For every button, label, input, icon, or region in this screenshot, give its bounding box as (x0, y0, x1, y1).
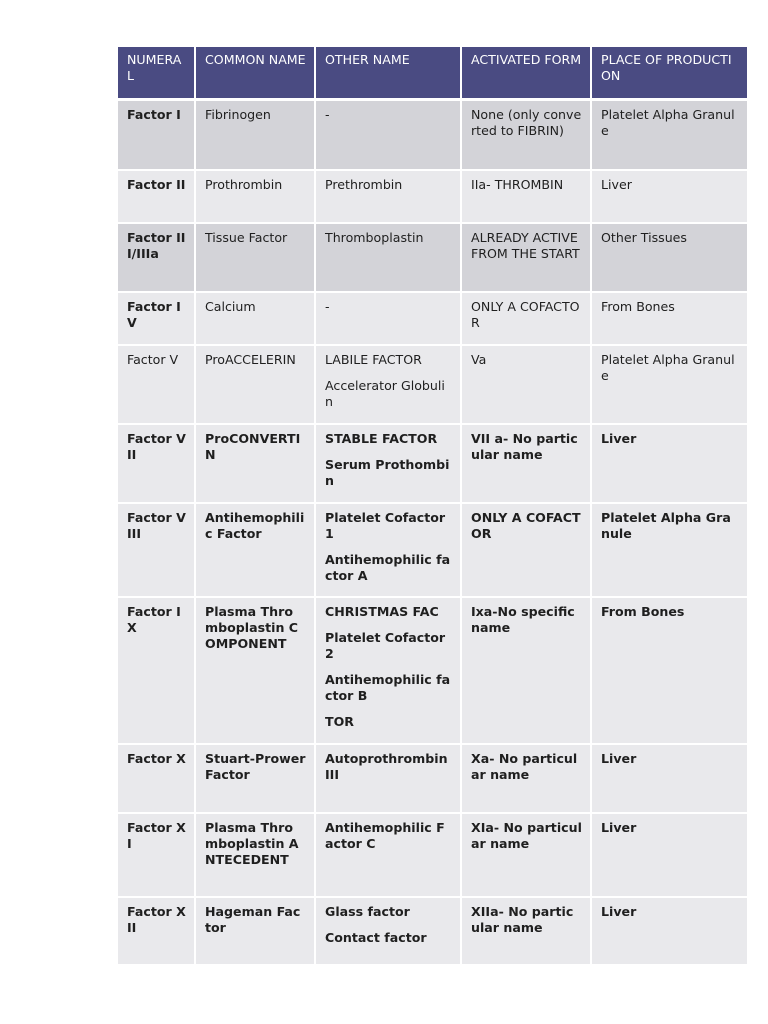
activated-form-cell: ONLY A COFACTOR (462, 504, 592, 598)
common-name-cell: Antihemophilic Factor (196, 504, 316, 598)
table-row (118, 814, 747, 898)
place-cell: From Bones (592, 293, 747, 346)
common-name-cell: Prothrombin (196, 171, 316, 224)
header-numeral: NUMERAL (118, 47, 196, 101)
numeral-cell: Factor IX (118, 598, 196, 745)
other-name-line: - (325, 299, 330, 314)
other-name-line: Antihemophilic factor B (325, 672, 451, 703)
other-name-line: Platelet Cofactor 2 (325, 630, 446, 661)
table-row (118, 346, 747, 425)
place-cell: Other Tissues (592, 224, 747, 293)
table-row (118, 598, 747, 745)
place-cell: Liver (592, 898, 747, 966)
other-name-line: Serum Prothombin (325, 457, 450, 488)
activated-form-cell: VII a- No particular name (462, 425, 592, 504)
table-row (118, 224, 747, 293)
other-name-cell (316, 814, 462, 898)
other-name-line: Glass factor (325, 904, 410, 919)
other-name-line: TOR (325, 714, 354, 729)
other-name-line: Accelerator Globulin (325, 378, 445, 409)
activated-form-cell: ONLY A COFACTOR (462, 293, 592, 346)
other-name-cell (316, 171, 462, 224)
other-name-cell (316, 224, 462, 293)
common-name-cell: ProCONVERTIN (196, 425, 316, 504)
activated-form-cell: None (only converted to FIBRIN) (462, 101, 592, 171)
table-row (118, 425, 747, 504)
activated-form-cell: ALREADY ACTIVE FROM THE START (462, 224, 592, 293)
table-row (118, 101, 747, 171)
common-name-cell: Tissue Factor (196, 224, 316, 293)
place-cell: Platelet Alpha Granule (592, 101, 747, 171)
table-row (118, 745, 747, 814)
common-name-cell: Plasma Thromboplastin ANTECEDENT (196, 814, 316, 898)
table-row (118, 293, 747, 346)
table-row (118, 898, 747, 966)
other-name-cell (316, 504, 462, 598)
activated-form-cell: Xa- No particular name (462, 745, 592, 814)
place-cell: Platelet Alpha Granule (592, 346, 747, 425)
common-name-cell: Hageman Factor (196, 898, 316, 966)
activated-form-cell: Va (462, 346, 592, 425)
header-common-name: COMMON NAME (196, 47, 316, 101)
numeral-cell: Factor V (118, 346, 196, 425)
activated-form-cell: IIa- THROMBIN (462, 171, 592, 224)
coagulation-factors-table (118, 47, 747, 966)
activated-form-cell: XIIa- No particular name (462, 898, 592, 966)
other-name-line: Contact factor (325, 930, 427, 945)
header-row (118, 47, 747, 101)
common-name-cell: ProACCELERIN (196, 346, 316, 425)
numeral-cell: Factor XI (118, 814, 196, 898)
other-name-line: Thromboplastin (325, 230, 424, 245)
other-name-line: CHRISTMAS FAC (325, 604, 439, 619)
numeral-cell: Factor VII (118, 425, 196, 504)
numeral-cell: Factor III/IIIa (118, 224, 196, 293)
place-cell: Liver (592, 425, 747, 504)
table-row (118, 504, 747, 598)
activated-form-cell: Ixa-No specific name (462, 598, 592, 745)
numeral-cell: Factor XII (118, 898, 196, 966)
other-name-line: Platelet Cofactor 1 (325, 510, 446, 541)
other-name-cell (316, 101, 462, 171)
numeral-cell: Factor VIII (118, 504, 196, 598)
place-cell: Liver (592, 171, 747, 224)
other-name-cell (316, 293, 462, 346)
other-name-cell (316, 898, 462, 966)
common-name-cell: Plasma Thromboplastin COMPONENT (196, 598, 316, 745)
other-name-line: LABILE FACTOR (325, 352, 422, 367)
common-name-cell: Stuart-Prower Factor (196, 745, 316, 814)
header-other-name: OTHER NAME (316, 47, 462, 101)
place-cell: From Bones (592, 598, 747, 745)
place-cell: Liver (592, 814, 747, 898)
numeral-cell: Factor IV (118, 293, 196, 346)
numeral-cell: Factor X (118, 745, 196, 814)
numeral-cell: Factor I (118, 101, 196, 171)
other-name-line: Autoprothrombin III (325, 751, 448, 782)
other-name-cell (316, 425, 462, 504)
table-row (118, 171, 747, 224)
other-name-line: Antihemophilic Factor C (325, 820, 445, 851)
other-name-cell (316, 598, 462, 745)
other-name-cell (316, 745, 462, 814)
common-name-cell: Calcium (196, 293, 316, 346)
activated-form-cell: XIa- No particular name (462, 814, 592, 898)
common-name-cell: Fibrinogen (196, 101, 316, 171)
other-name-line: - (325, 107, 330, 122)
other-name-line: Prethrombin (325, 177, 403, 192)
numeral-cell: Factor II (118, 171, 196, 224)
header-place-of-production: PLACE OF PRODUCTION (592, 47, 747, 101)
other-name-line: STABLE FACTOR (325, 431, 438, 446)
header-activated-form: ACTIVATED FORM (462, 47, 592, 101)
other-name-cell (316, 346, 462, 425)
place-cell: Liver (592, 745, 747, 814)
place-cell: Platelet Alpha Granule (592, 504, 747, 598)
other-name-line: Antihemophilic factor A (325, 552, 451, 583)
